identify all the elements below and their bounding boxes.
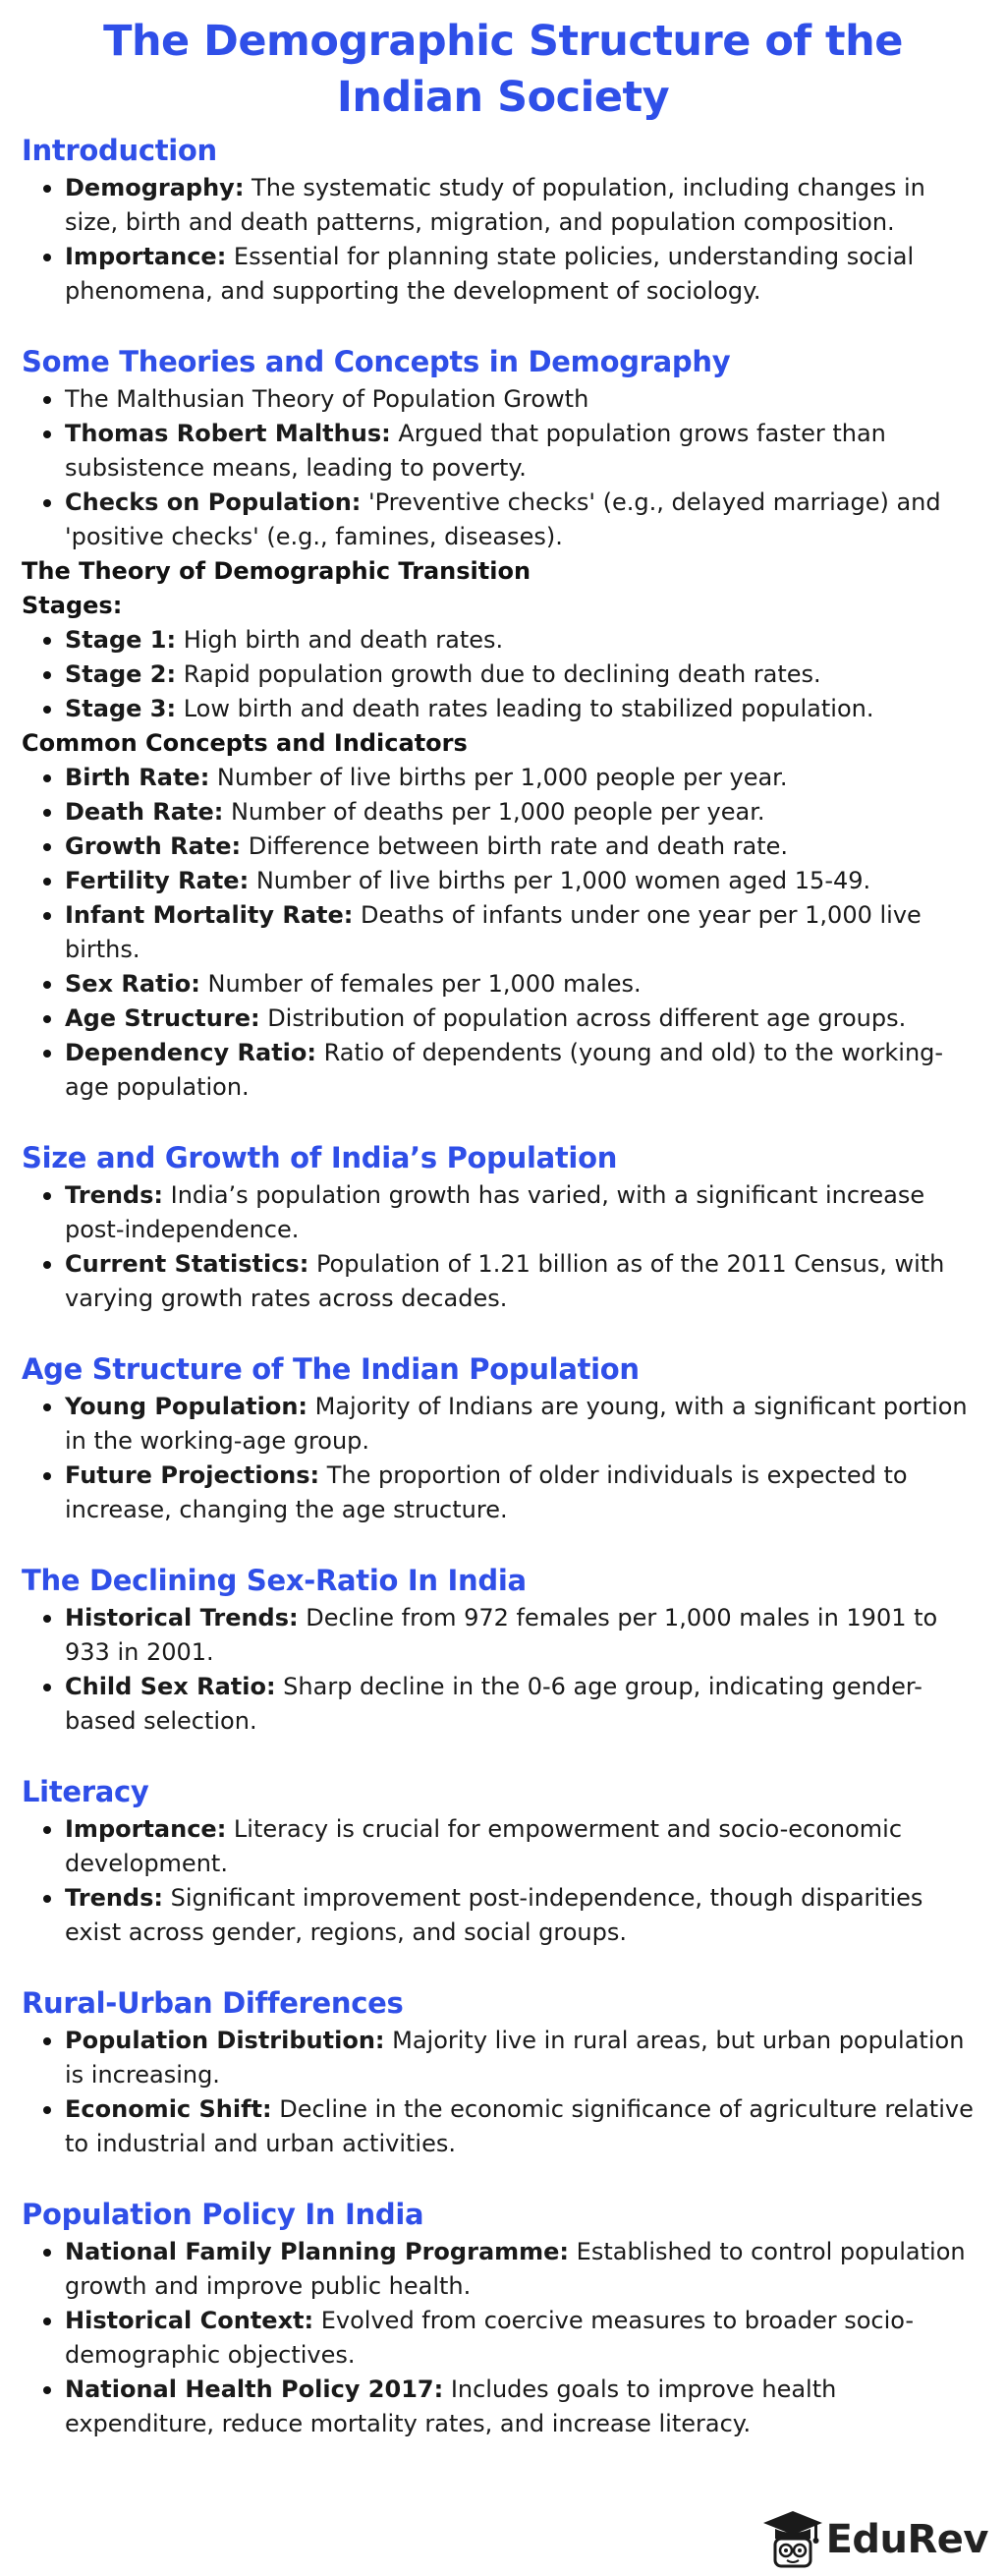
item-term: Young Population:	[65, 1393, 308, 1420]
item-term: Future Projections:	[65, 1461, 320, 1489]
section-heading: Population Policy In India	[22, 2198, 424, 2231]
item-term: Growth Rate:	[65, 832, 242, 860]
intro-section	[22, 132, 984, 309]
list-item	[65, 1247, 984, 1316]
rural-urban-section	[22, 1984, 984, 2161]
bullet-list	[22, 1812, 984, 1950]
item-term: Population Distribution:	[65, 2027, 385, 2054]
item-text: Significant improvement post-independence, though disparities exist across gender, regions, and social groups.	[65, 1884, 923, 1946]
item-term: Infant Mortality Rate:	[65, 901, 354, 929]
size-growth-section	[22, 1139, 984, 1316]
list-item	[65, 486, 984, 554]
item-term: Fertility Rate:	[65, 867, 250, 894]
list-item	[65, 898, 984, 967]
item-term: National Family Planning Programme:	[65, 2238, 570, 2265]
item-term: Demography:	[65, 174, 245, 201]
item-text: The proportion of older individuals is expected to increase, changing the age structure.	[65, 1461, 908, 1523]
item-term: Sex Ratio:	[65, 970, 200, 998]
policy-section	[22, 2196, 984, 2441]
bullet-list	[22, 171, 984, 309]
subheading: Stages:	[22, 592, 123, 619]
item-term: Historical Trends:	[65, 1604, 299, 1631]
item-text: Literacy is crucial for empowerment and socio-economic development.	[65, 1815, 903, 1877]
brand-name: EduRev	[825, 2517, 988, 2562]
list-item	[65, 171, 984, 240]
item-term: Stage 2:	[65, 660, 177, 688]
list-item	[65, 1178, 984, 1247]
item-text: Number of females per 1,000 males.	[199, 970, 642, 998]
list-item	[65, 1459, 984, 1527]
list-item	[65, 1601, 984, 1670]
bullet-list	[22, 623, 984, 726]
list-item	[65, 2024, 984, 2092]
list-item	[65, 761, 984, 795]
subheading: The Theory of Demographic Transition	[22, 557, 531, 585]
list-item	[65, 2373, 984, 2441]
item-text: Distribution of population across different age groups.	[259, 1004, 907, 1032]
list-item	[65, 2235, 984, 2304]
list-item	[65, 2092, 984, 2161]
edurev-logo[interactable]	[761, 2509, 988, 2570]
item-term: Stage 3:	[65, 695, 177, 722]
item-text: Low birth and death rates leading to stabilized population.	[176, 695, 874, 722]
section-heading: Introduction	[22, 134, 217, 167]
item-term: Importance:	[65, 243, 227, 270]
item-term: Current Statistics:	[65, 1250, 309, 1278]
list-item	[65, 830, 984, 864]
item-text: Majority live in rural areas, but urban population is increasing.	[65, 2027, 965, 2089]
list-item	[65, 1812, 984, 1881]
literacy-section	[22, 1773, 984, 1950]
list-item	[65, 623, 984, 658]
page-title: The Demographic Structure of the Indian Society	[103, 17, 903, 122]
item-text: Difference between birth rate and death rate.	[241, 832, 789, 860]
list-item	[65, 1036, 984, 1105]
item-text: The systematic study of population, including changes in size, birth and death patterns, migration, and population composition.	[65, 174, 925, 236]
item-text: Established to control population growth and improve public health.	[65, 2238, 966, 2300]
list-item	[65, 382, 984, 417]
list-item	[65, 692, 984, 726]
section-heading: Size and Growth of India’s Population	[22, 1141, 618, 1174]
item-text: High birth and death rates.	[176, 626, 504, 654]
bullet-list	[22, 2235, 984, 2441]
item-text: Number of live births per 1,000 people per year.	[209, 764, 788, 791]
section-heading: Age Structure of The Indian Population	[22, 1352, 640, 1386]
list-item	[65, 2304, 984, 2373]
list-item	[65, 658, 984, 692]
item-term: National Health Policy 2017:	[65, 2376, 444, 2403]
list-item	[65, 1881, 984, 1950]
item-term: Trends:	[65, 1181, 163, 1209]
bullet-list	[22, 761, 984, 1105]
item-term: Checks on Population:	[65, 488, 362, 516]
item-term: Importance:	[65, 1815, 227, 1843]
item-text: Decline from 972 females per 1,000 males in 1901 to 933 in 2001.	[65, 1604, 938, 1666]
item-text: Number of deaths per 1,000 people per year.	[223, 798, 765, 826]
section-heading: Rural-Urban Differences	[22, 1986, 404, 2020]
item-text: Argued that population grows faster than subsistence means, leading to poverty.	[65, 420, 886, 482]
list-item	[65, 795, 984, 830]
item-term: Child Sex Ratio:	[65, 1673, 276, 1700]
item-text: Ratio of dependents (young and old) to the working-age population.	[65, 1039, 944, 1101]
list-item	[65, 1002, 984, 1036]
item-term: Age Structure:	[65, 1004, 260, 1032]
bullet-list	[22, 1390, 984, 1527]
age-structure-section	[22, 1350, 984, 1527]
subheading: Common Concepts and Indicators	[22, 729, 468, 757]
item-term: Historical Context:	[65, 2307, 314, 2334]
item-term: Stage 1:	[65, 626, 177, 654]
item-text: Evolved from coercive measures to broader socio-demographic objectives.	[65, 2307, 915, 2369]
item-text: India’s population growth has varied, with a significant increase post-independence.	[65, 1181, 925, 1243]
bullet-list	[22, 2024, 984, 2161]
item-term: Thomas Robert Malthus:	[65, 420, 391, 447]
bullet-list	[22, 1178, 984, 1316]
list-item	[65, 1670, 984, 1739]
sex-ratio-section	[22, 1562, 984, 1739]
item-text: Population of 1.21 billion as of the 2011 Census, with varying growth rates across decades.	[65, 1250, 945, 1312]
item-term: Economic Shift:	[65, 2095, 272, 2123]
list-item	[65, 417, 984, 486]
item-text: Includes goals to improve health expenditure, reduce mortality rates, and increase literacy.	[65, 2376, 837, 2437]
item-term: Birth Rate:	[65, 764, 210, 791]
item-text: Majority of Indians are young, with a significant portion in the working-age group.	[65, 1393, 968, 1455]
section-heading: The Declining Sex-Ratio In India	[22, 1564, 527, 1597]
list-item	[65, 864, 984, 898]
item-text: Decline in the economic significance of agriculture relative to industrial and urban activities.	[65, 2095, 974, 2157]
item-text: Number of live births per 1,000 women aged 15-49.	[249, 867, 871, 894]
bullet-list	[22, 382, 984, 554]
item-term: Dependency Ratio:	[65, 1039, 316, 1066]
section-heading: Some Theories and Concepts in Demography	[22, 345, 731, 378]
item-text: The Malthusian Theory of Population Growth	[65, 385, 589, 413]
section-heading: Literacy	[22, 1775, 149, 1808]
item-text: Sharp decline in the 0-6 age group, indicating gender-based selection.	[65, 1673, 922, 1735]
item-term: Trends:	[65, 1884, 163, 1912]
list-item	[65, 967, 984, 1002]
item-text: Essential for planning state policies, understanding social phenomena, and supporting the development of sociology.	[65, 243, 915, 305]
list-item	[65, 240, 984, 309]
item-text: 'Preventive checks' (e.g., delayed marriage) and 'positive checks' (e.g., famines, diseases).	[65, 488, 941, 550]
bullet-list	[22, 1601, 984, 1739]
graduation-cap-mascot-icon	[761, 2509, 824, 2570]
item-term: Death Rate:	[65, 798, 224, 826]
item-text: Deaths of infants under one year per 1,000 live births.	[65, 901, 922, 963]
list-item	[65, 1390, 984, 1459]
theories-section	[22, 343, 984, 1105]
item-text: Rapid population growth due to declining death rates.	[176, 660, 821, 688]
